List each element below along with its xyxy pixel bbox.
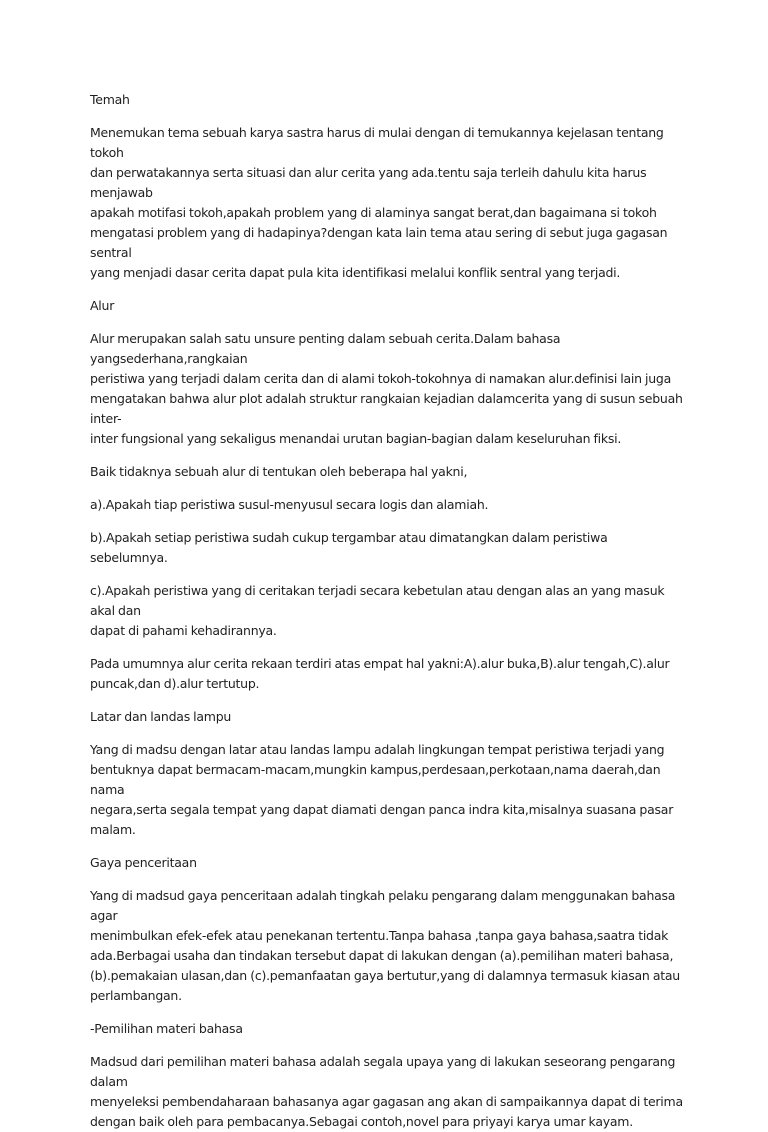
heading-temah: Temah <box>90 92 130 107</box>
heading-gaya: Gaya penceritaan <box>90 855 197 870</box>
heading-latar: Latar dan landas lampu <box>90 709 232 724</box>
list-item-b: b).Apakah setiap peristiwa sudah cukup tergambar atau dimatangkan dalam peristiwa sebelumnya. <box>90 530 608 565</box>
paragraph-temah: Menemukan tema sebuah karya sastra harus di mulai dengan di temukannya kejelasan tentang tokoh dan perwatakannya serta situasi dan alur cerita yang ada.tentu saja terleih dahulu kita harus menjawab apakah motifasi tokoh,apakah problem yang di alaminya sangat berat,dan bagaimana si tokoh mengatasi problem yang di hadapinya?dengan kata lain tema atau sering di sebut juga gagasan sentral yang menjadi dasar cerita dapat pula kita identifikasi melalui konflik sentral yang terjadi. <box>90 125 668 280</box>
paragraph-gaya: Yang di madsud gaya penceritaan adalah tingkah pelaku pengarang dalam menggunakan bahasa agar menimbulkan efek-efek atau penekanan tertentu.Tanpa bahasa ,tanpa gaya bahasa,saatra tidak ada.Berbagai usaha dan tindakan tersebut dapat di lakukan dengan (a).pemilihan materi bahasa, (b).pemakaian ulasan,dan (c).pemanfaatan gaya bertutur,yang di dalamnya termasuk kiasan atau perlambangan. <box>90 888 680 1003</box>
paragraph-pemilihan: Madsud dari pemilihan materi bahasa adalah segala upaya yang di lakukan seseorang pengarang dalam menyeleksi pembendaharaan bahasanya agar gagasan ang akan di sampaikannya dapat di terima dengan baik oleh para pembacanya.Sebagai contoh,novel para priyayi karya umar kayam. <box>90 1054 683 1129</box>
heading-pemilihan: -Pemilihan materi bahasa <box>90 1021 243 1036</box>
list-item-a: a).Apakah tiap peristiwa susul-menyusul secara logis dan alamiah. <box>90 497 489 512</box>
paragraph-latar: Yang di madsu dengan latar atau landas lampu adalah lingkungan tempat peristiwa terjadi yang bentuknya dapat bermacam-macam,mungkin kampus,perdesaan,perkotaan,nama daerah,dan nama negara,serta segala tempat yang dapat diamati dengan panca indra kita,misalnya suasana pasar malam. <box>90 742 674 837</box>
paragraph-pada-umumnya: Pada umumnya alur cerita rekaan terdiri atas empat hal yakni:A).alur buka,B).alur tengah,C).alur puncak,dan d).alur tertutup. <box>90 656 670 691</box>
paragraph-baik-tidaknya: Baik tidaknya sebuah alur di tentukan oleh beberapa hal yakni, <box>90 464 468 479</box>
list-item-c: c).Apakah peristiwa yang di ceritakan terjadi secara kebetulan atau dengan alas an yang masuk akal dan dapat di pahami kehadirannya. <box>90 583 665 638</box>
paragraph-alur: Alur merupakan salah satu unsure penting dalam sebuah cerita.Dalam bahasa yangsederhana,rangkaian peristiwa yang terjadi dalam cerita dan di alami tokoh-tokohnya di namakan alur.definisi lain juga mengatakan bahwa alur plot adalah struktur rangkaian kejadian dalamcerita yang di susun sebuah inter- inter fungsional yang sekaligus menandai urutan bagian-bagian dalam keseluruhan fiksi. <box>90 331 683 446</box>
heading-alur: Alur <box>90 298 115 313</box>
